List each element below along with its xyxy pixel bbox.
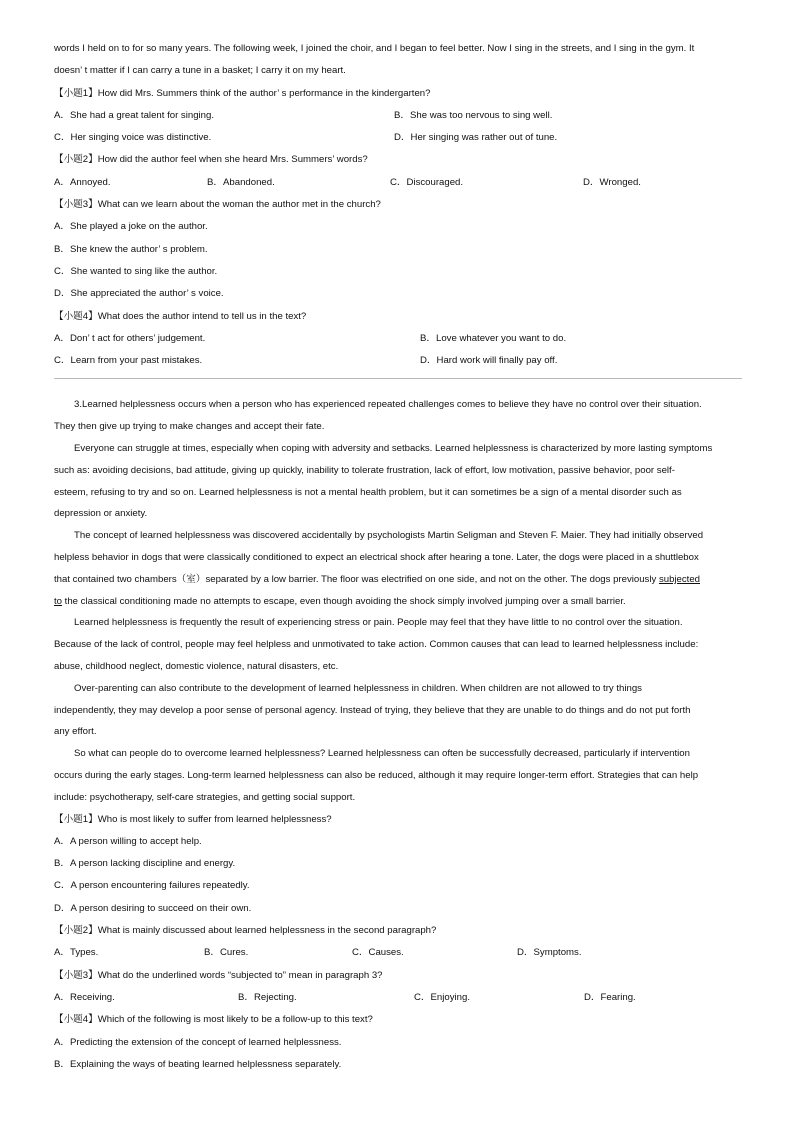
passage-line: Learned helplessness is frequently the result of experiencing stress or pain. People may feel that they have little to no control over the situation. (74, 617, 683, 629)
option-row (54, 172, 744, 194)
passage-line: esteem, refusing to try and so on. Learned helplessness is not a mental health problem, but it can sometimes be a sign of a mental disorder such as (54, 486, 682, 498)
option-c: C．Discouraged. (390, 176, 464, 188)
question-stem: 【小题2】How did the author feel when she heard Mrs. Summers’ words? (54, 154, 368, 166)
passage-line: any effort. (54, 726, 97, 738)
section-divider (54, 378, 742, 379)
option-a: A．She played a joke on the author. (54, 221, 208, 233)
option-a: A．Types. (54, 947, 99, 959)
passage-line: include: psychotherapy, self-care strategies, and getting social support. (54, 791, 356, 803)
passage-line: occurs during the early stages. Long-term learned helplessness can also be reduced, although it may require longer-term effort. Strategies that can help (54, 770, 699, 781)
question-stem: 【小题2】What is mainly discussed about learned helplessness in the second paragraph? (54, 925, 437, 937)
option-row (54, 942, 744, 964)
passage-line: doesn’ t matter if I can carry a tune in a basket; I carry it on my heart. (54, 65, 346, 77)
option-row (54, 127, 744, 149)
option-c: C．Causes. (352, 947, 404, 959)
option-d: D．Hard work will finally pay off. (420, 355, 558, 367)
option-b: B．Rejecting. (238, 991, 297, 1003)
passage-line: independently, they may develop a poor sense of personal agency. Instead of trying, they believe that they are unable to do things and do not put forth (54, 704, 691, 716)
option-b: B．She knew the author’ s problem. (54, 243, 208, 255)
passage-line: abuse, childhood neglect, domestic violence, natural disasters, etc. (54, 661, 339, 673)
passage-line: They then give up trying to make changes and accept their fate. (54, 421, 325, 433)
option-d: D．A person desiring to succeed on their own. (54, 902, 252, 914)
option-c: C．Enjoying. (414, 991, 470, 1003)
option-d: D．Wronged. (583, 176, 641, 188)
option-c: C．She wanted to sing like the author. (54, 265, 218, 277)
passage-line: Because of the lack of control, people may feel helpless and unmotivated to take action. Common causes that can lead to learned helplessness include: (54, 639, 699, 651)
option-d: D．Fearing. (584, 991, 636, 1003)
question-stem: 【小题1】Who is most likely to suffer from learned helplessness? (54, 813, 332, 825)
option-a: A．She had a great talent for singing. (54, 109, 214, 121)
question-stem: 【小题3】What can we learn about the woman the author met in the church? (54, 199, 381, 211)
option-a: A．Receiving. (54, 991, 115, 1003)
question-stem: 【小题4】Which of the following is most likely to be a follow-up to this text? (54, 1014, 373, 1026)
passage-line (54, 569, 744, 591)
option-c: C．A person encountering failures repeatedly. (54, 880, 250, 892)
passage-line: The concept of learned helplessness was discovered accidentally by psychologists Martin Seligman and Steven F. Maier. They had initially observed (74, 530, 704, 542)
option-a: A．A person willing to accept help. (54, 835, 202, 847)
option-a: A．Annoyed. (54, 176, 111, 188)
passage-line: depression or anxiety. (54, 508, 148, 520)
passage-text: the classical conditioning made no attempts to escape, even though avoiding the shock simply involved jumping over a small barrier. (62, 595, 626, 607)
option-d: D．Symptoms. (517, 947, 582, 959)
passage-line: words I held on to for so many years. The following week, I joined the choir, and I began to feel better. Now I sing in the streets, and I sing in the gym. It (54, 43, 695, 54)
option-b: B．A person lacking discipline and energy. (54, 858, 236, 870)
passage-line (54, 591, 744, 613)
option-row (54, 987, 744, 1009)
passage-line: Everyone can struggle at times, especially when coping with adversity and setbacks. Learned helplessness is characterized by more lasting symptoms (74, 443, 713, 455)
passage-line: So what can people do to overcome learned helplessness? Learned helplessness can often be successfully decreased, particularly if intervention (74, 748, 690, 760)
option-b: B．Explaining the ways of beating learned helplessness separately. (54, 1058, 342, 1070)
option-a: A．Predicting the extension of the concept of learned helplessness. (54, 1036, 342, 1048)
question-stem: 【小题3】What do the underlined words “subjected to” mean in paragraph 3? (54, 969, 383, 981)
option-row (54, 328, 744, 350)
question-stem: 【小题4】What does the author intend to tell us in the text? (54, 310, 307, 322)
passage-line: 3.Learned helplessness occurs when a person who has experienced repeated challenges comes to believe they have no control over their situation. (74, 399, 702, 411)
passage-line: helpless behavior in dogs that were classically conditioned to expect an electrical shock after hearing a tone. Later, the dogs were placed in a shuttlebox (54, 552, 699, 564)
option-c: C．Her singing voice was distinctive. (54, 132, 212, 144)
underlined-words: to (54, 595, 63, 607)
option-d: D．Her singing was rather out of tune. (394, 132, 558, 144)
option-row (54, 350, 744, 372)
underlined-words: subjected (658, 573, 701, 585)
option-a: A．Don’ t act for others’ judgement. (54, 332, 206, 344)
document-page (54, 38, 744, 1076)
option-row (54, 105, 744, 127)
passage-line: such as: avoiding decisions, bad attitude, giving up quickly, inability to tolerate frustration, lack of effort, low motivation, passive behavior, poor self- (54, 464, 675, 476)
passage-text: that contained two chambers（室）separated by a low barrier. The floor was electrified on one side, and not on the other. The dogs previously (54, 573, 659, 585)
option-d: D．She appreciated the author’ s voice. (54, 288, 224, 300)
option-b: B．Abandoned. (207, 176, 275, 188)
option-b: B．She was too nervous to sing well. (394, 109, 553, 121)
option-b: B．Love whatever you want to do. (420, 332, 567, 344)
question-stem: 【小题1】How did Mrs. Summers think of the author’ s performance in the kindergarten? (54, 87, 431, 99)
passage-line: Over-parenting can also contribute to the development of learned helplessness in children. When children are not allowed to try things (74, 682, 642, 694)
option-c: C．Learn from your past mistakes. (54, 355, 203, 367)
option-b: B．Cures. (204, 947, 249, 959)
